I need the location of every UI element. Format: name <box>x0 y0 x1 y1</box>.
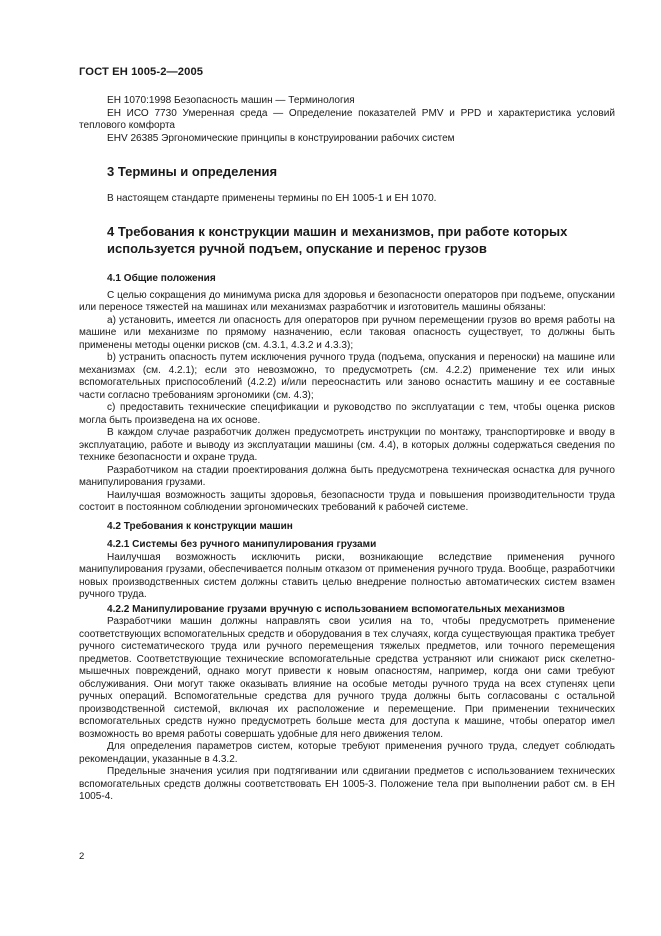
normative-references <box>79 95 615 145</box>
paragraph: С целью сокращения до минимума риска для здоровья и безопасности операторов при подъеме, опускании или переносе тяжестей на машинах или механизмах разработчик и изготовитель машины обязаны: <box>79 289 615 313</box>
reference-item: ЕН ИСО 7730 Умеренная среда — Определение показателей PMV и PPD и характеристика условий теплового комфорта <box>79 107 615 131</box>
paragraph: Разработчиком на стадии проектирования должна быть предусмотрена техническая оснастка для ручного манипулирования грузами. <box>79 464 615 488</box>
section-3-title: 3 Термины и определения <box>107 164 278 179</box>
list-item-b: b) устранить опасность путем исключения ручного труда (подъема, опускания и переноски) на машине или механизмах (см. 4.2.1); если это невозможно, то предусмотреть (см. 4.2.2) применение тех или иных вспомогательных приспособлений (4.2.2) и/или переоснастить или заново оснастить машину и ее составные части согласно требованиям эргономики (см. 4.3); <box>79 352 615 401</box>
section-4-2-2-title: 4.2.2 Манипулирование грузами вручную с использованием вспомогательных механизмов <box>107 603 565 615</box>
section-4-1-title: 4.1 Общие положения <box>107 273 216 284</box>
paragraph: Предельные значения усилия при подтягивании или сдвигании предметов с использованием технических вспомогательных средств должны соответствовать ЕН 1005-3. Положение тела при выполнении работ см. в ЕН 1005-4. <box>79 766 615 802</box>
list-item-c: с) предоставить технические спецификации и руководство по эксплуатации с тем, чтобы оценка рисков могла быть произведена на их основе. <box>79 402 615 426</box>
paragraph: Наилучшая возможность защиты здоровья, безопасности труда и повышения производительности труда состоит в постоянном соблюдении эргономических требований к рабочей системе. <box>79 489 615 513</box>
page-number: 2 <box>79 851 85 862</box>
paragraph: В каждом случае разработчик должен предусмотреть инструкции по монтажу, транспортировке и вводу в эксплуатацию, работе и выводу из эксплуатации машины (см. 4.4), в которых должны содержаться сведения по технике безопасности и охране труда. <box>79 427 615 463</box>
list-item-a: а) установить, имеется ли опасность для операторов при ручном перемещении грузов во время работы на машине или механизме по прямому назначению, если таковая опасность существует, то должны быть применены методы оценки рисков (см. 4.3.1, 4.3.2 и 4.3.3); <box>79 314 615 351</box>
section-4-title: 4 Требования к конструкции машин и механизмов, при работе которых используется ручной подъем, опускание и перенос грузов <box>107 224 568 256</box>
paragraph: Наилучшая возможность исключить риски, возникающие вследствие применения ручного манипулирования грузами, обеспечивается полным отказом от применения ручного труда. Вообще, разработчики новых производственных систем должны ставить целью внедрение полностью автоматических систем взамен ручного труда. <box>79 551 615 600</box>
paragraph: Разработчики машин должны направлять свои усилия на то, чтобы предусмотреть применение соответствующих вспомогательных средств и оборудования в тех случаях, когда существующая практика требует ручного систематического труда или ручного перемещения тяжелых предметов, или точного перемещения предметов. Соответствующие технические вспомогательные средства устраняют или снижают риск скелетно-мышечных повреждений, однако могут привести к новым опасностям, например, когда они сами требуют обслуживания. Они могут также оказывать влияние на особые методы ручного труда на всех ступенях цепи ручных операций. Вспомогательные средства для ручного труда должны быть согласованы с остальной производственной системой, включая их расположение и перемещение. При применении технических вспомогательных средств нужно предусмотреть больше места для доступа к машине, чтобы оператор имел возможность во время работы совершать удобные для него движения телом. <box>79 616 615 740</box>
section-3-text: В настоящем стандарте применены термины по ЕН 1005-1 и ЕН 1070. <box>107 192 437 204</box>
reference-item: ЕН 1070:1998 Безопасность машин — Терминология <box>107 95 355 106</box>
reference-item: ЕНV 26385 Эргономические принципы в конструировании рабочих систем <box>107 132 455 144</box>
section-3 <box>79 164 615 205</box>
section-4 <box>79 224 615 804</box>
paragraph: Для определения параметров систем, которые требуют применения ручного труда, следует соблюдать рекомендации, указанные в 4.3.2. <box>79 741 615 765</box>
section-4-2-title: 4.2 Требования к конструкции машин <box>107 520 293 532</box>
section-4-2-1-title: 4.2.1 Системы без ручного манипулирования грузами <box>107 539 377 550</box>
document-code-header: ГОСТ ЕН 1005-2—2005 <box>79 66 204 78</box>
